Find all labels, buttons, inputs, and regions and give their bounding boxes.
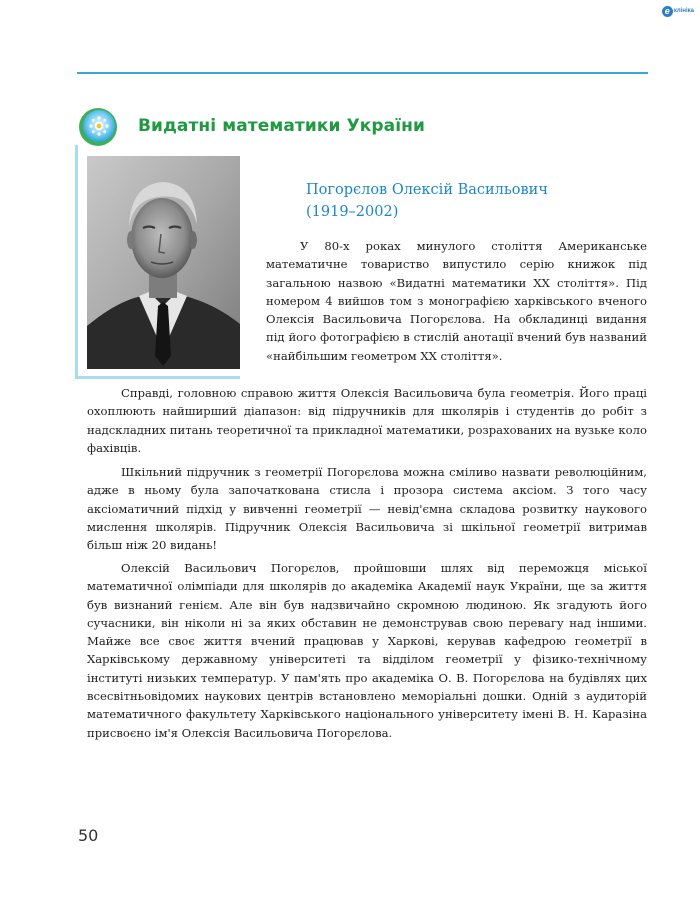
portrait-photo [87, 156, 240, 369]
photo-frame-line [75, 376, 240, 379]
header-rule [77, 72, 648, 74]
logo-text: клініка [673, 8, 694, 14]
logo-glyph: e [662, 6, 673, 17]
publisher-logo [662, 4, 694, 18]
biography-dates: (1919–2002) [306, 204, 399, 220]
section-title: Видатні математики України [138, 116, 426, 136]
paragraph: Справді, головною справою життя Олексія Васильовича була геометрія. Його праці охоплюють найширший діапазон: від підручників для школярів і студентів до робіт з надскладних питань теоретичної та прикладної математики, розрахованих на вузьке коло фахівців. [87, 386, 647, 455]
paragraph: Олексій Васильович Погорєлов, пройшовши шлях від переможця міської математичної олімпіади для школярів до академіка Академії наук України, ще за життя був визнаний генієм. Але він був надзвичайно скромною людиною. Як згадують його сучасники, він ніколи ні за яких обставин не демонстрував свою перевагу над іншими. Майже все своє життя вчений працював у Харкові, керував кафедрою геометрії в Харківському державному університеті та відділом геометрії у фізико-технічному інституті низьких температур. У пам'ять про академіка О. В. Погорєлова на будівлях цих всесвітньовідомих наукових центрів встановлено меморіальні дошки. Одній з аудиторій математичного факультету Харківського національного університету імені В. Н. Каразіна присвоєно ім'я Олексія Васильовича Погорєлова. [87, 561, 647, 740]
page-number: 50 [78, 826, 99, 845]
biography-name: Погорєлов Олексій Васильович [306, 182, 548, 198]
photo-frame-line [75, 145, 78, 379]
sun-badge-icon [78, 107, 118, 147]
paragraph: Шкільний підручник з геометрії Погорєлова можна сміливо назвати революційним, адже в ньому була започаткована стисла і прозора система аксіом. З того часу аксіоматичний підхід у вивченні геометрії — невід'ємна складова розвитку наукового мислення школярів. Підручник Олексія Васильовича зі шкільної геометрії витримав більш ніж 20 видань! [87, 465, 647, 553]
paragraph: У 80-х роках минулого століття Американське математичне товариство випустило серію книжок під загальною назвою «Видатні математики XX століття». Під номером 4 вийшов том з монографією харківського вченого Олексія Васильовича Погорєлова. На обкладинці видання під його фотографією в стислій анотації вчений був названий «найбільшим геометром XX століття». [266, 239, 647, 363]
